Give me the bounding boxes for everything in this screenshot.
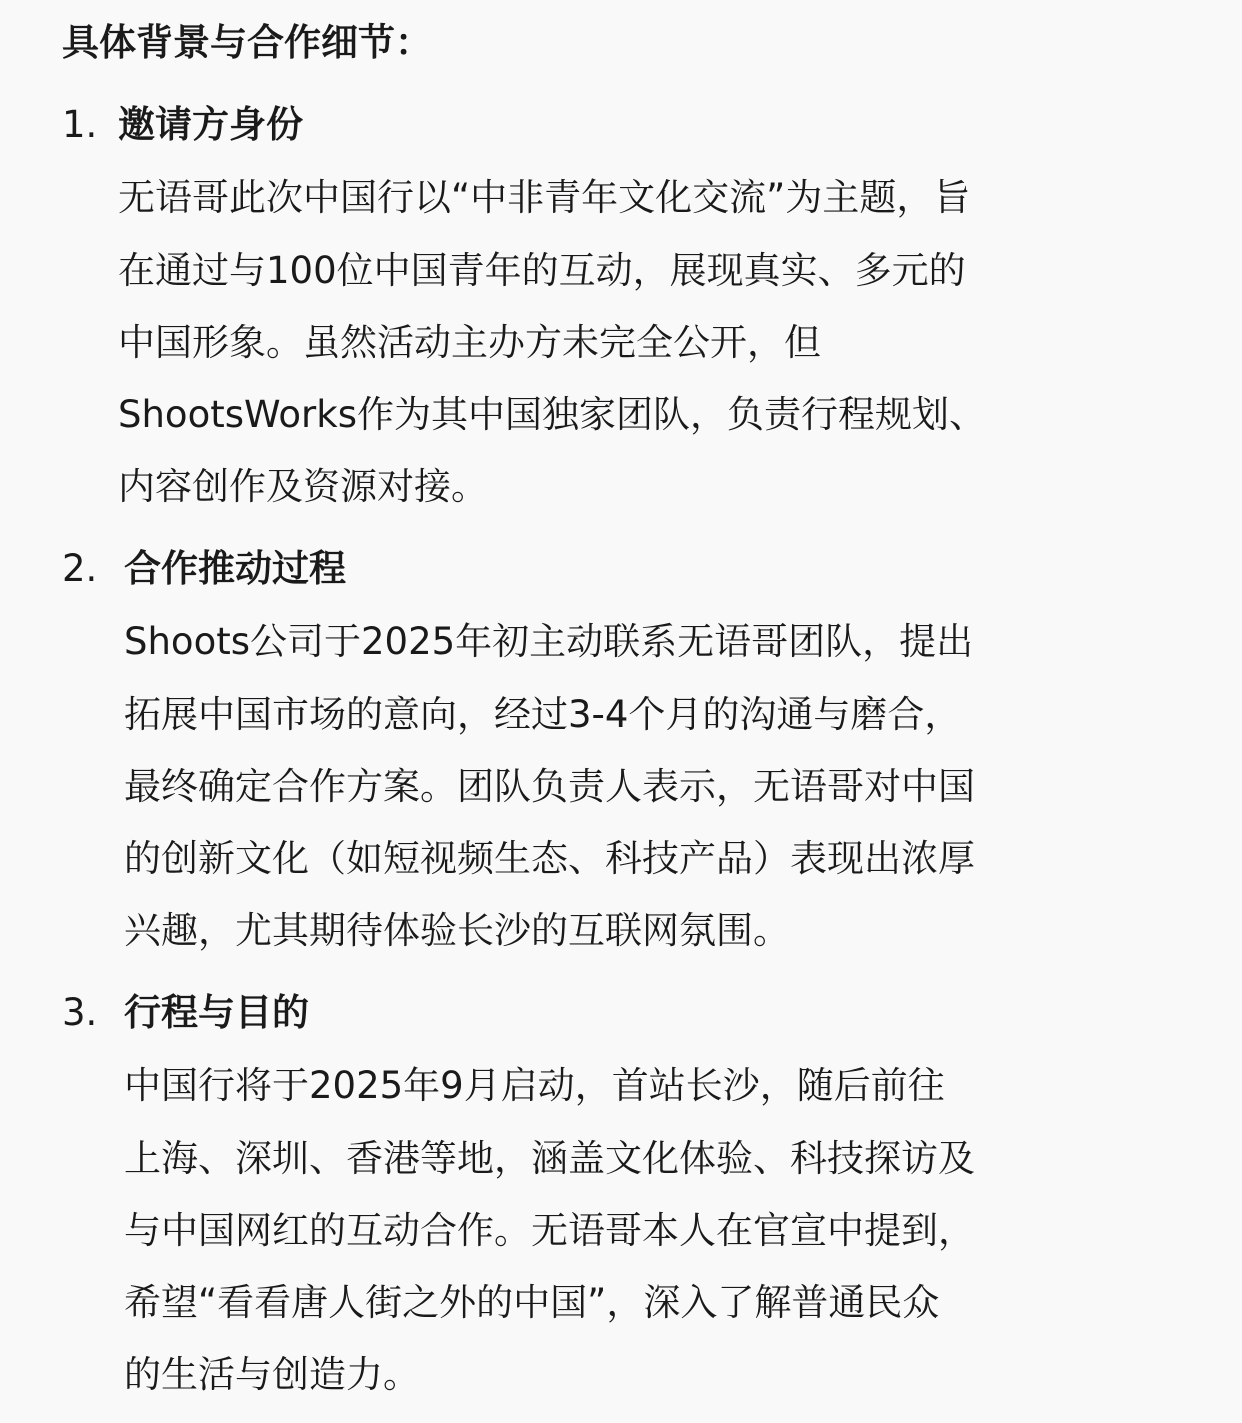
document-heading: 具体背景与合作细节： [62, 21, 432, 64]
paragraph-line: 在通过与100位中国青年的互动，展现真实、多元的 [118, 249, 966, 292]
paragraph-line: 中国行将于2025年9月启动，首站长沙，随后前往 [124, 1064, 945, 1107]
paragraph-line: 中国形象。虽然活动主办方未完全公开，但 [118, 321, 821, 364]
paragraph-line: 的生活与创造力。 [124, 1353, 420, 1396]
paragraph-line: 的创新文化（如短视频生态、科技产品）表现出浓厚 [124, 837, 975, 880]
section-number: 3. [62, 991, 98, 1034]
section-title: 邀请方身份 [118, 103, 303, 146]
paragraph-line: 与中国网红的互动合作。无语哥本人在官宣中提到， [124, 1209, 975, 1252]
paragraph-line: 无语哥此次中国行以“中非青年文化交流”为主题，旨 [118, 176, 971, 219]
paragraph-line: 兴趣，尤其期待体验长沙的互联网氛围。 [124, 909, 790, 952]
paragraph-line: 拓展中国市场的意向，经过3-4个月的沟通与磨合， [124, 693, 962, 736]
paragraph-line: 希望“看看唐人街之外的中国”，深入了解普通民众 [124, 1281, 940, 1324]
section-number: 2. [62, 547, 98, 590]
paragraph-line: 内容创作及资源对接。 [118, 465, 488, 508]
paragraph-line: 最终确定合作方案。团队负责人表示，无语哥对中国 [124, 765, 975, 808]
section-title: 合作推动过程 [124, 547, 346, 590]
paragraph-line: 上海、深圳、香港等地，涵盖文化体验、科技探访及 [124, 1137, 975, 1180]
section-title: 行程与目的 [124, 991, 309, 1034]
paragraph-line: ShootsWorks作为其中国独家团队，负责行程规划、 [118, 393, 986, 436]
section-number: 1. [62, 103, 98, 146]
paragraph-line: Shoots公司于2025年初主动联系无语哥团队，提出 [124, 620, 974, 663]
